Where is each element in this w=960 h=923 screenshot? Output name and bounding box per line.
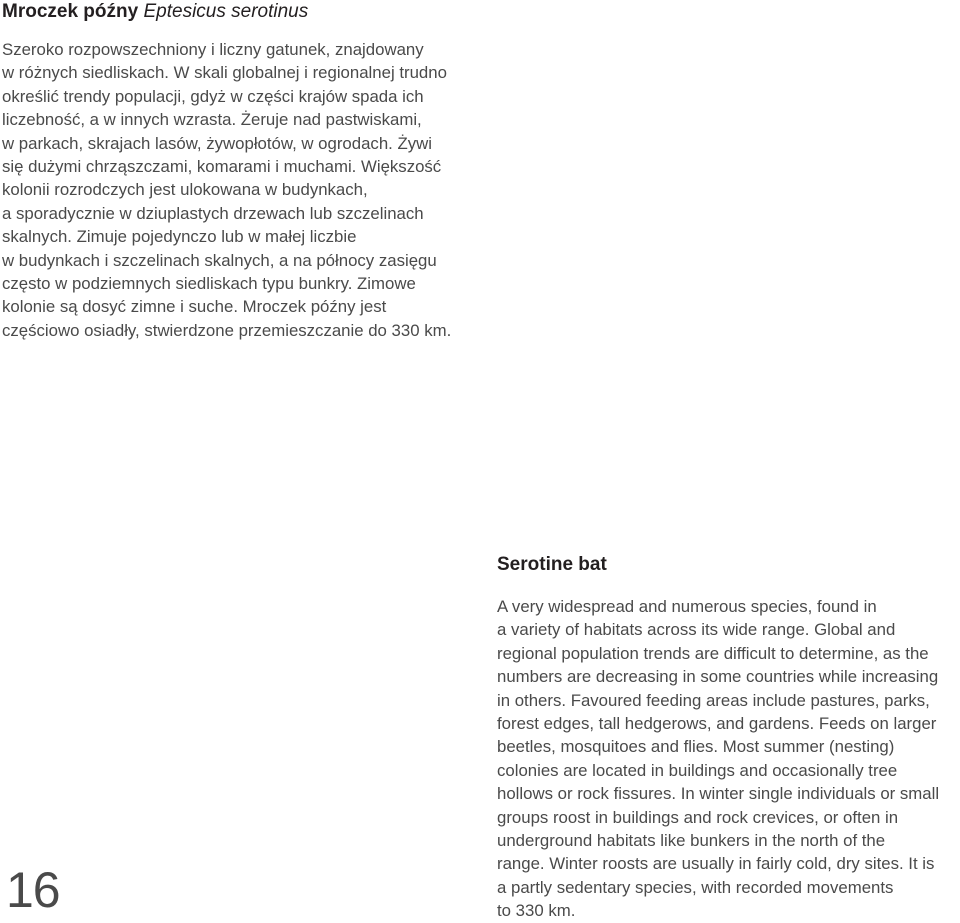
english-line: hollows or rock fissures. In winter single individuals or small bbox=[497, 784, 940, 804]
english-line: forest edges, tall hedgerows, and gardens. Feeds on larger bbox=[497, 714, 937, 734]
english-species-title: Serotine bat bbox=[497, 554, 607, 575]
polish-line: się dużymi chrząszczami, komarami i muchami. Większość bbox=[2, 157, 442, 177]
polish-line: liczebność, a w innych wzrasta. Żeruje nad pastwiskami, bbox=[2, 110, 422, 130]
polish-line: w budynkach i szczelinach skalnych, a na północy zasięgu bbox=[2, 250, 437, 270]
english-section bbox=[497, 553, 960, 923]
english-line: a variety of habitats across its wide range. Global and bbox=[497, 620, 896, 640]
polish-line: w różnych siedliskach. W skali globalnej i regionalnej trudno bbox=[2, 63, 447, 83]
english-line: colonies are located in buildings and occasionally tree bbox=[497, 760, 898, 780]
english-line: range. Winter roosts are usually in fairly cold, dry sites. It is bbox=[497, 854, 935, 874]
polish-common-name: Mroczek późny bbox=[2, 1, 139, 22]
polish-line: kolonii rozrodczych jest ulokowana w budynkach, bbox=[2, 180, 368, 200]
polish-line: określić trendy populacji, gdyż w części krajów spada ich bbox=[2, 86, 424, 106]
polish-line: Szeroko rozpowszechniony i liczny gatunek, znajdowany bbox=[2, 40, 424, 59]
latin-species-name: Eptesicus serotinus bbox=[143, 1, 309, 22]
english-line: beetles, mosquitoes and flies. Most summer (nesting) bbox=[497, 737, 895, 757]
english-line: underground habitats like bunkers in the north of the bbox=[497, 831, 886, 851]
english-line: to 330 km. bbox=[497, 901, 576, 921]
page-number: 16 bbox=[6, 862, 60, 918]
polish-line: kolonie są dosyć zimne i suche. Mroczek późny jest bbox=[2, 297, 387, 317]
polish-line: częściowo osiadły, stwierdzone przemieszczanie do 330 km. bbox=[2, 320, 452, 340]
polish-line: a sporadycznie w dziuplastych drzewach lub szczelinach bbox=[2, 203, 424, 223]
english-description bbox=[497, 595, 960, 923]
polish-line: w parkach, skrajach lasów, żywopłotów, w ogrodach. Żywi bbox=[2, 133, 432, 153]
english-line: A very widespread and numerous species, found in bbox=[497, 597, 877, 616]
english-line: numbers are decreasing in some countries while increasing bbox=[497, 667, 939, 687]
english-line: groups roost in buildings and rock crevices, or often in bbox=[497, 807, 899, 827]
english-line: regional population trends are difficult to determine, as the bbox=[497, 643, 929, 663]
english-line: in others. Favoured feeding areas include pastures, parks, bbox=[497, 690, 930, 710]
polish-description bbox=[2, 38, 482, 342]
english-line: a partly sedentary species, with recorded movements bbox=[497, 877, 894, 897]
polish-line: skalnych. Zimuje pojedynczo lub w małej liczbie bbox=[2, 227, 357, 247]
polish-line: często w podziemnych siedliskach typu bunkry. Zimowe bbox=[2, 274, 416, 294]
polish-species-title bbox=[2, 0, 482, 24]
polish-section bbox=[2, 0, 482, 342]
